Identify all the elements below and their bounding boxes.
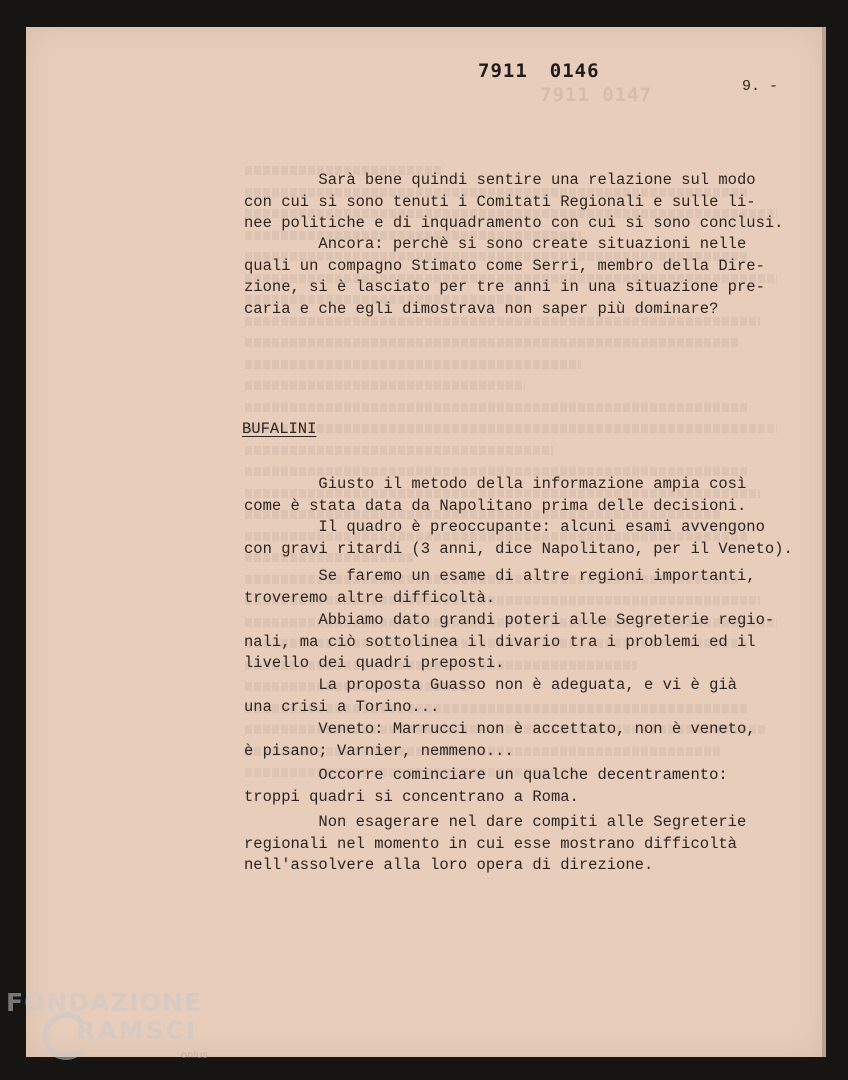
archive-stamp [478,60,600,82]
archive-code-1: 7911 [478,60,528,82]
paragraph-poteri: Abbiamo dato grandi poteri alle Segreterie regio- nali, ma ciò sottolinea il divario tra i problemi ed il livello dei quadri preposti. [244,611,775,672]
fondazione-gramsci-watermark [6,988,208,1061]
paragraph-decentramento: Occorre cominciare un qualche decentramento: troppi quadri si concentrano a Roma. [244,766,728,806]
paragraph-ancora: Ancora: perchè si sono create situazioni nelle quali un compagno Stimato come Serri, membro della Dire- zione, si è lasciato per tre anni in una situazione pre- caria e che egli dimostrava non saper più dominare? [244,235,765,318]
paragraph-relazione: Sarà bene quindi sentire una relazione sul modo con cui si sono tenuti i Comitati Regionali e sulle li- nee politiche e di inquadramento con cui si sono conclusi. [244,171,784,232]
page-number: 9. - [742,78,779,95]
paragraph-veneto: Veneto: Marrucci non è accettato, non è veneto, è pisano; Varnier, nemmeno... [244,720,756,760]
watermark-suffix: onlus [181,1050,208,1061]
watermark-line2: RAMSCI [76,1016,198,1045]
paragraph-segreterie: Non esagerare nel dare compiti alle Segreterie regionali nel momento in cui esse mostrano difficoltà nell'assolvere alla loro opera di direzione. [244,813,747,874]
bleed-through-line [245,338,738,347]
bleed-through-line [245,381,525,390]
watermark-line1: FONDAZIONE [6,988,203,1017]
bleed-through-line [245,446,553,455]
paragraph-giusto: Giusto il metodo della informazione ampia così come è stata data da Napolitano prima delle decisioni. [244,475,747,515]
bleed-through-line [245,360,581,369]
page-edge [822,27,826,1057]
paragraph-esame: Se faremo un esame di altre regioni importanti, troveremo altre difficoltà. [244,567,756,607]
bleed-through-line [245,403,749,412]
paragraph-quadro: Il quadro è preoccupante: alcuni esami avvengono con gravi ritardi (3 anni, dice Napolitano, per il Veneto). [244,518,793,558]
bleed-through-line [245,424,777,433]
speaker-heading: BUFALINI [242,420,317,438]
paragraph-guasso: La proposta Guasso non è adeguata, e vi è già una crisi a Torino... [244,676,737,716]
ghost-archive-stamp: 7911 0147 [540,84,652,106]
archive-code-2: 0146 [549,60,600,82]
